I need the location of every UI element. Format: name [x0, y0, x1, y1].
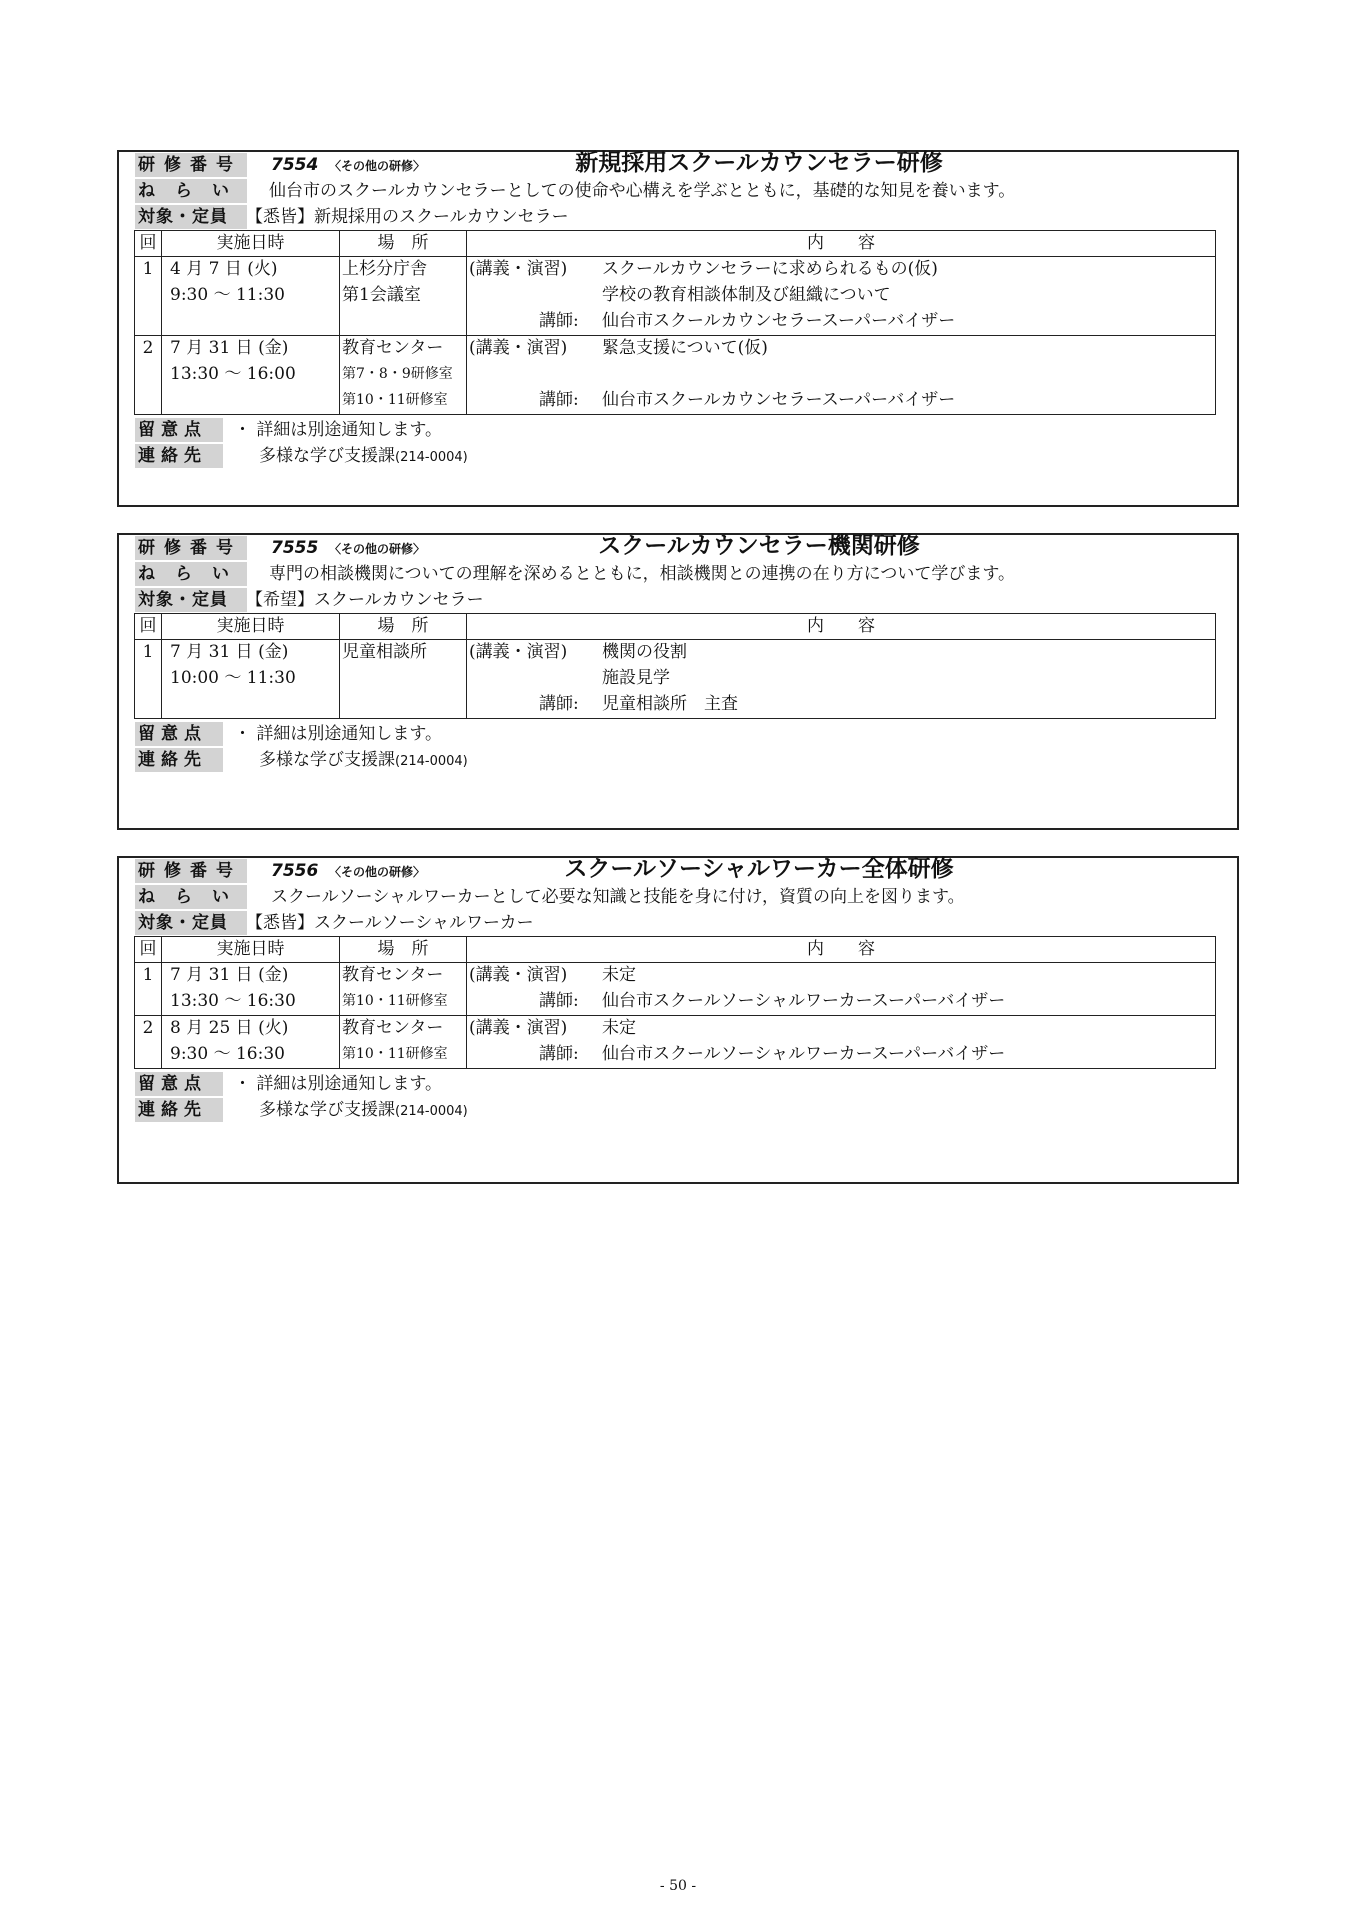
course-title: 新規採用スクールカウンセラー研修 — [575, 150, 943, 176]
table-row — [135, 963, 1216, 1016]
col-no: 回 — [135, 614, 162, 640]
target-text: 新規採用のスクールカウンセラー — [314, 207, 569, 227]
target-label: 対象・定員 — [135, 205, 247, 229]
col-content: 内 容 — [467, 614, 1216, 640]
course-title: スクールソーシャルワーカー全体研修 — [564, 856, 954, 882]
lecturer-line — [467, 388, 1215, 414]
note-row — [119, 721, 1237, 747]
col-no: 回 — [135, 231, 162, 257]
session-no: 1 — [135, 640, 162, 719]
place-line-1: 教育センター — [342, 1018, 444, 1038]
session-datetime — [162, 640, 340, 719]
kind-label: (講義・演習) — [469, 1018, 568, 1038]
contact-tel: (214-0004) — [395, 754, 468, 769]
place-line-1: 児童相談所 — [342, 642, 427, 662]
target-type: 【悉皆】 — [246, 207, 314, 227]
lecturer-label: 講師: — [539, 311, 579, 331]
col-content: 内 容 — [467, 231, 1216, 257]
course-number: 7555 — [271, 538, 319, 558]
kind-label: (講義・演習) — [469, 642, 568, 662]
session-datetime-spacer — [162, 309, 339, 335]
schedule-table — [134, 936, 1216, 1069]
lecturer-text: 児童相談所 主査 — [602, 694, 738, 714]
session-time: 9:30 〜 11:30 — [170, 285, 285, 305]
col-no: 回 — [135, 937, 162, 963]
aim-text: 仙台市のスクールカウンセラーとしての使命や心構えを学ぶとともに，基礎的な知見を養います。 — [269, 181, 1016, 201]
place-line-1: 教育センター — [342, 338, 444, 358]
content-text-1: 未定 — [602, 1018, 636, 1038]
contact-dept: 多様な学び支援課 — [259, 750, 395, 770]
place-line-2: 第7・8・9研修室 — [342, 366, 453, 382]
course-header — [119, 152, 1237, 178]
lecturer-line — [467, 692, 1215, 718]
course-title: スクールカウンセラー機関研修 — [598, 533, 920, 559]
content-text-1: スクールカウンセラーに求められるもの(仮) — [602, 259, 938, 279]
contact-text — [259, 1097, 468, 1125]
table-row — [135, 336, 1216, 415]
target-type: 【希望】 — [246, 590, 314, 610]
lecturer-text: 仙台市スクールカウンセラースーパーバイザー — [602, 311, 956, 331]
target-text: スクールカウンセラー — [314, 590, 484, 610]
target-text: スクールソーシャルワーカー — [314, 913, 534, 933]
table-row — [135, 640, 1216, 719]
contact-row — [119, 747, 1237, 773]
content-line-1 — [467, 257, 1215, 283]
lecturer-line — [467, 1042, 1215, 1068]
session-no: 2 — [135, 1016, 162, 1069]
course-card-7555 — [117, 533, 1239, 830]
contact-dept: 多様な学び支援課 — [259, 1100, 395, 1120]
target-row — [119, 910, 1237, 936]
session-date: 7 月 31 日 (金) — [170, 338, 289, 358]
lecturer-label: 講師: — [539, 390, 579, 410]
aim-row — [119, 178, 1237, 204]
aim-text: スクールソーシャルワーカーとして必要な知識と技能を身に付け，資質の向上を図ります。 — [271, 887, 965, 907]
session-place — [340, 257, 467, 336]
lecturer-line — [467, 309, 1215, 335]
contact-tel: (214-0004) — [395, 1104, 468, 1119]
place-line-1: 上杉分庁舎 — [342, 259, 427, 279]
content-line-2 — [467, 283, 1215, 309]
target-value — [246, 587, 484, 613]
target-value — [246, 204, 569, 230]
content-line-1 — [467, 336, 1215, 362]
content-line-2 — [467, 666, 1215, 692]
place-line-2: 第10・11研修室 — [342, 993, 448, 1009]
session-datetime — [162, 336, 340, 415]
note-label: 留意点 — [135, 722, 223, 746]
schedule-table — [134, 230, 1216, 415]
course-category: 〈その他の研修〉 — [329, 865, 426, 879]
content-line-1 — [467, 963, 1215, 989]
target-type: 【悉皆】 — [246, 913, 314, 933]
number-label: 研修番号 — [135, 153, 247, 177]
contact-text — [259, 443, 468, 471]
col-content: 内 容 — [467, 937, 1216, 963]
course-number: 7554 — [271, 155, 319, 175]
note-row — [119, 1071, 1237, 1097]
session-date: 7 月 31 日 (金) — [170, 965, 289, 985]
schedule-table — [134, 613, 1216, 719]
contact-row — [119, 1097, 1237, 1123]
session-time: 9:30 〜 16:30 — [170, 1044, 285, 1064]
aim-label: ねらい — [135, 179, 247, 203]
col-place: 場 所 — [340, 937, 467, 963]
note-text: ・ 詳細は別途通知します。 — [234, 1074, 443, 1094]
contact-label: 連絡先 — [135, 444, 223, 468]
content-text-1: 機関の役割 — [602, 642, 687, 662]
session-datetime — [162, 1016, 340, 1069]
target-row — [119, 204, 1237, 230]
session-place-spacer — [340, 309, 466, 335]
lecturer-text: 仙台市スクールカウンセラースーパーバイザー — [602, 390, 956, 410]
kind-label: (講義・演習) — [469, 965, 568, 985]
session-content — [467, 640, 1216, 719]
session-date: 4 月 7 日 (火) — [170, 259, 278, 279]
course-card-7556 — [117, 856, 1239, 1184]
session-datetime — [162, 963, 340, 1016]
session-content — [467, 963, 1216, 1016]
target-value — [246, 910, 534, 936]
note-text: ・ 詳細は別途通知します。 — [234, 724, 443, 744]
lecturer-label: 講師: — [539, 1044, 579, 1064]
contact-row — [119, 443, 1237, 469]
session-no: 1 — [135, 257, 162, 336]
lecturer-line — [467, 989, 1215, 1015]
lecturer-label: 講師: — [539, 694, 579, 714]
session-no: 2 — [135, 336, 162, 415]
aim-text: 専門の相談機関についての理解を深めるとともに，相談機関との連携の在り方について学びます。 — [269, 564, 1015, 584]
contact-tel: (214-0004) — [395, 450, 468, 465]
target-label: 対象・定員 — [135, 588, 247, 612]
number-label: 研修番号 — [135, 859, 247, 883]
place-line-1: 教育センター — [342, 965, 444, 985]
contact-text — [259, 747, 468, 775]
col-date: 実施日時 — [162, 937, 340, 963]
note-text: ・ 詳細は別途通知します。 — [234, 420, 443, 440]
target-label: 対象・定員 — [135, 911, 247, 935]
lecturer-text: 仙台市スクールソーシャルワーカースーパーバイザー — [602, 991, 1006, 1011]
session-place — [340, 336, 467, 415]
session-time: 13:30 〜 16:30 — [170, 991, 296, 1011]
content-text-2: 施設見学 — [602, 668, 670, 688]
content-line-1 — [467, 1016, 1215, 1042]
lecturer-label: 講師: — [539, 991, 579, 1011]
place-line-3: 第10・11研修室 — [342, 392, 448, 408]
session-datetime-spacer — [162, 388, 339, 414]
place-line-2: 第1会議室 — [342, 285, 421, 305]
contact-dept: 多様な学び支援課 — [259, 446, 395, 466]
aim-row — [119, 561, 1237, 587]
aim-row — [119, 884, 1237, 910]
session-date: 8 月 25 日 (火) — [170, 1018, 289, 1038]
note-label: 留意点 — [135, 1072, 223, 1096]
contact-label: 連絡先 — [135, 1098, 223, 1122]
session-time: 10:00 〜 11:30 — [170, 668, 296, 688]
course-header — [119, 858, 1237, 884]
session-no: 1 — [135, 963, 162, 1016]
session-place-spacer — [340, 692, 466, 718]
course-number: 7556 — [271, 861, 319, 881]
content-text-1: 緊急支援について(仮) — [602, 338, 768, 358]
col-date: 実施日時 — [162, 614, 340, 640]
page-number: - 50 - — [659, 1878, 697, 1894]
content-text-2: 学校の教育相談体制及び組織について — [602, 285, 891, 305]
table-row — [135, 1016, 1216, 1069]
session-place — [340, 963, 467, 1016]
course-category: 〈その他の研修〉 — [329, 542, 426, 556]
note-row — [119, 417, 1237, 443]
content-line-2 — [467, 362, 1215, 388]
session-place-spacer — [340, 666, 466, 692]
session-content — [467, 257, 1216, 336]
number-label: 研修番号 — [135, 536, 247, 560]
course-header — [119, 535, 1237, 561]
kind-label: (講義・演習) — [469, 338, 568, 358]
content-text-1: 未定 — [602, 965, 636, 985]
session-place — [340, 1016, 467, 1069]
col-place: 場 所 — [340, 231, 467, 257]
schedule-header — [135, 937, 1216, 963]
course-category: 〈その他の研修〉 — [329, 159, 426, 173]
session-time: 13:30 〜 16:00 — [170, 364, 296, 384]
session-datetime-spacer — [162, 692, 339, 718]
table-row — [135, 257, 1216, 336]
session-datetime — [162, 257, 340, 336]
contact-label: 連絡先 — [135, 748, 223, 772]
col-date: 実施日時 — [162, 231, 340, 257]
lecturer-text: 仙台市スクールソーシャルワーカースーパーバイザー — [602, 1044, 1006, 1064]
schedule-header — [135, 231, 1216, 257]
place-line-2: 第10・11研修室 — [342, 1046, 448, 1062]
content-line-1 — [467, 640, 1215, 666]
schedule-header — [135, 614, 1216, 640]
aim-label: ねらい — [135, 562, 247, 586]
kind-label: (講義・演習) — [469, 259, 568, 279]
session-date: 7 月 31 日 (金) — [170, 642, 289, 662]
target-row — [119, 587, 1237, 613]
session-content — [467, 336, 1216, 415]
session-place — [340, 640, 467, 719]
note-label: 留意点 — [135, 418, 223, 442]
aim-label: ねらい — [135, 885, 247, 909]
course-card-7554 — [117, 150, 1239, 507]
session-content — [467, 1016, 1216, 1069]
col-place: 場 所 — [340, 614, 467, 640]
